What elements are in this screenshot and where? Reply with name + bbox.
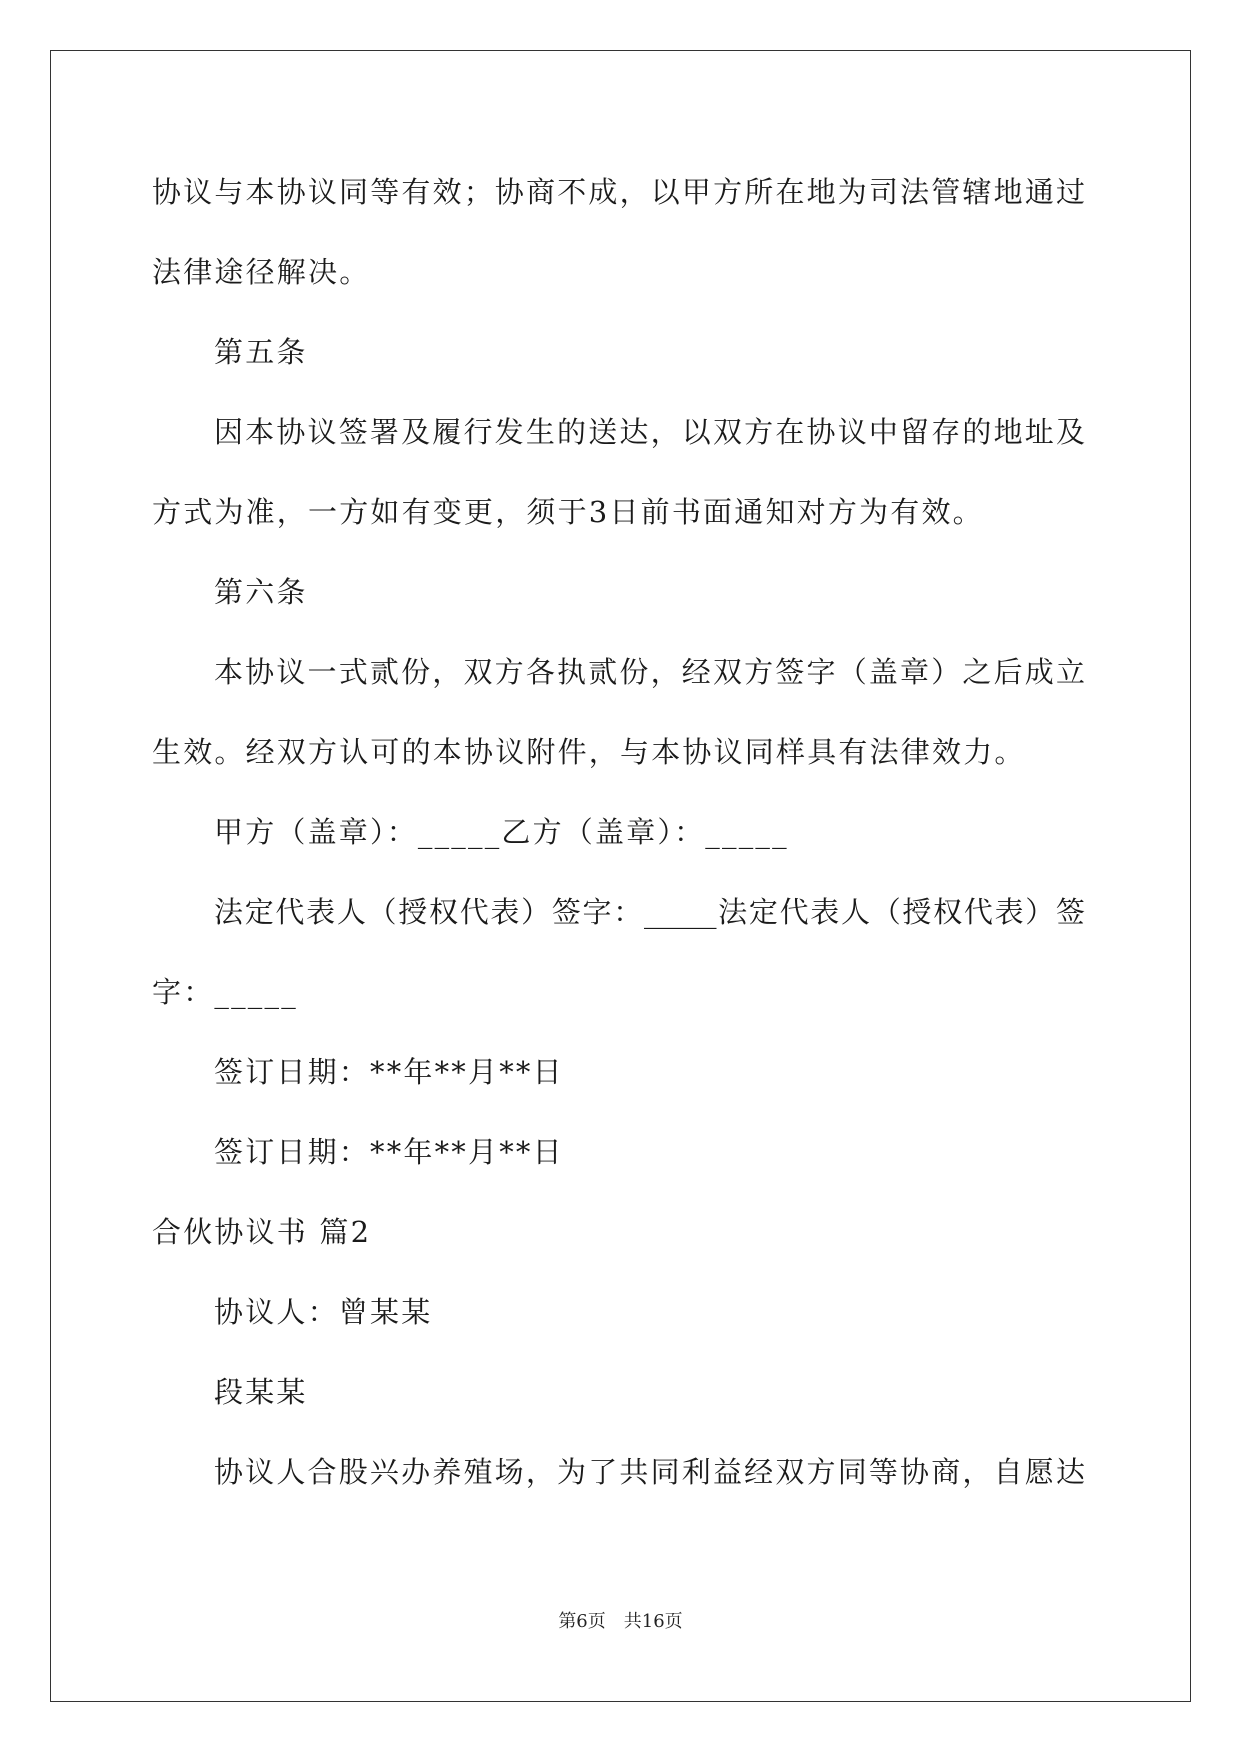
body-line-6: 生效。经双方认可的本协议附件，与本协议同样具有法律效力。 [152, 735, 1026, 769]
signature-representative-line-cont: 字：_____ [152, 975, 298, 1009]
party-line-1: 协议人：曾某某 [214, 1295, 433, 1329]
article-heading-5: 第五条 [214, 335, 308, 369]
section-title: 合伙协议书 篇2 [152, 1215, 372, 1249]
body-line-3: 因本协议签署及履行发生的送达，以双方在协议中留存的地址及 [214, 415, 1085, 449]
body-line-4: 方式为准，一方如有变更，须于3日前书面通知对方为有效。 [152, 495, 984, 529]
body-line-7: 协议人合股兴办养殖场，为了共同利益经双方同等协商，自愿达 [214, 1455, 1085, 1489]
article-heading-6: 第六条 [214, 575, 308, 609]
body-line-5: 本协议一式贰份，双方各执贰份，经双方签字（盖章）之后成立 [214, 655, 1085, 689]
signing-date-line-2: 签订日期：**年**月**日 [214, 1135, 564, 1169]
party-line-2: 段某某 [214, 1375, 308, 1409]
signing-date-line-1: 签订日期：**年**月**日 [214, 1055, 564, 1089]
signature-representative-line: 法定代表人（授权代表）签字：_____法定代表人（授权代表）签 [214, 895, 1085, 929]
body-line-2: 法律途径解决。 [152, 255, 371, 289]
body-line-1: 协议与本协议同等有效；协商不成，以甲方所在地为司法管辖地通过 [152, 175, 1085, 209]
signature-party-line: 甲方（盖章）：_____乙方（盖章）：_____ [214, 815, 789, 849]
page-number: 第6页 共16页 [558, 1611, 683, 1632]
